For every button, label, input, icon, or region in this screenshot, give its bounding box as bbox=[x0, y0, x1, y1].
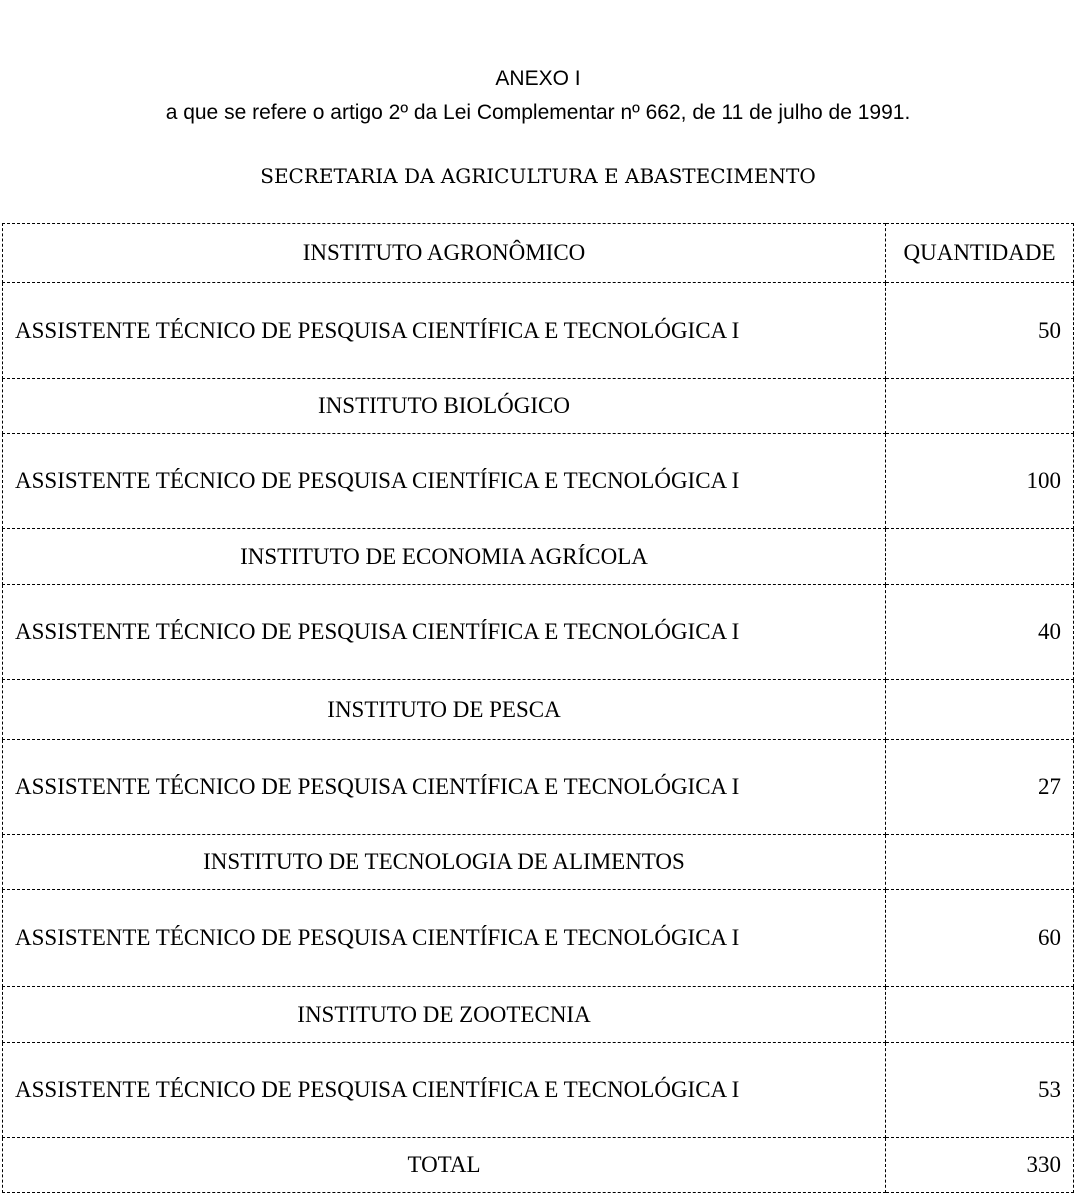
empty-cell bbox=[886, 379, 1074, 434]
positions-table bbox=[2, 223, 1074, 1193]
quantity-value: 53 bbox=[886, 1043, 1074, 1138]
institute-name: INSTITUTO DE TECNOLOGIA DE ALIMENTOS bbox=[3, 835, 886, 890]
institute-name: INSTITUTO BIOLÓGICO bbox=[3, 379, 886, 434]
institute-row bbox=[3, 835, 1074, 890]
quantity-value: 27 bbox=[886, 740, 1074, 835]
table-row bbox=[3, 740, 1074, 835]
role-name: ASSISTENTE TÉCNICO DE PESQUISA CIENTÍFICA E TECNOLÓGICA I bbox=[3, 585, 886, 680]
empty-cell bbox=[886, 680, 1074, 740]
total-label: TOTAL bbox=[3, 1138, 886, 1193]
annex-title: ANEXO I bbox=[495, 67, 581, 90]
role-name: ASSISTENTE TÉCNICO DE PESQUISA CIENTÍFICA E TECNOLÓGICA I bbox=[3, 1043, 886, 1138]
quantity-header: QUANTIDADE bbox=[886, 224, 1074, 283]
table-row bbox=[3, 283, 1074, 379]
empty-cell bbox=[886, 529, 1074, 585]
role-name: ASSISTENTE TÉCNICO DE PESQUISA CIENTÍFICA E TECNOLÓGICA I bbox=[3, 890, 886, 987]
institute-row bbox=[3, 529, 1074, 585]
quantity-value: 50 bbox=[886, 283, 1074, 379]
table-row bbox=[3, 1043, 1074, 1138]
total-value: 330 bbox=[886, 1138, 1074, 1193]
empty-cell bbox=[886, 987, 1074, 1043]
institute-row bbox=[3, 680, 1074, 740]
institute-row bbox=[3, 224, 1074, 283]
role-name: ASSISTENTE TÉCNICO DE PESQUISA CIENTÍFICA E TECNOLÓGICA I bbox=[3, 434, 886, 529]
quantity-value: 100 bbox=[886, 434, 1074, 529]
institute-name: INSTITUTO DE ZOOTECNIA bbox=[3, 987, 886, 1043]
institute-name: INSTITUTO AGRONÔMICO bbox=[3, 224, 886, 283]
annex-subtitle: a que se refere o artigo 2º da Lei Complementar nº 662, de 11 de julho de 1991. bbox=[165, 101, 911, 124]
table-row bbox=[3, 585, 1074, 680]
table-row bbox=[3, 890, 1074, 987]
quantity-value: 60 bbox=[886, 890, 1074, 987]
role-name: ASSISTENTE TÉCNICO DE PESQUISA CIENTÍFICA E TECNOLÓGICA I bbox=[3, 740, 886, 835]
institute-name: INSTITUTO DE ECONOMIA AGRÍCOLA bbox=[3, 529, 886, 585]
secretariat-heading: SECRETARIA DA AGRICULTURA E ABASTECIMENTO bbox=[260, 164, 816, 188]
institute-name: INSTITUTO DE PESCA bbox=[3, 680, 886, 740]
institute-row bbox=[3, 379, 1074, 434]
role-name: ASSISTENTE TÉCNICO DE PESQUISA CIENTÍFICA E TECNOLÓGICA I bbox=[3, 283, 886, 379]
empty-cell bbox=[886, 835, 1074, 890]
quantity-value: 40 bbox=[886, 585, 1074, 680]
institute-row bbox=[3, 987, 1074, 1043]
table-row bbox=[3, 434, 1074, 529]
total-row bbox=[3, 1138, 1074, 1193]
